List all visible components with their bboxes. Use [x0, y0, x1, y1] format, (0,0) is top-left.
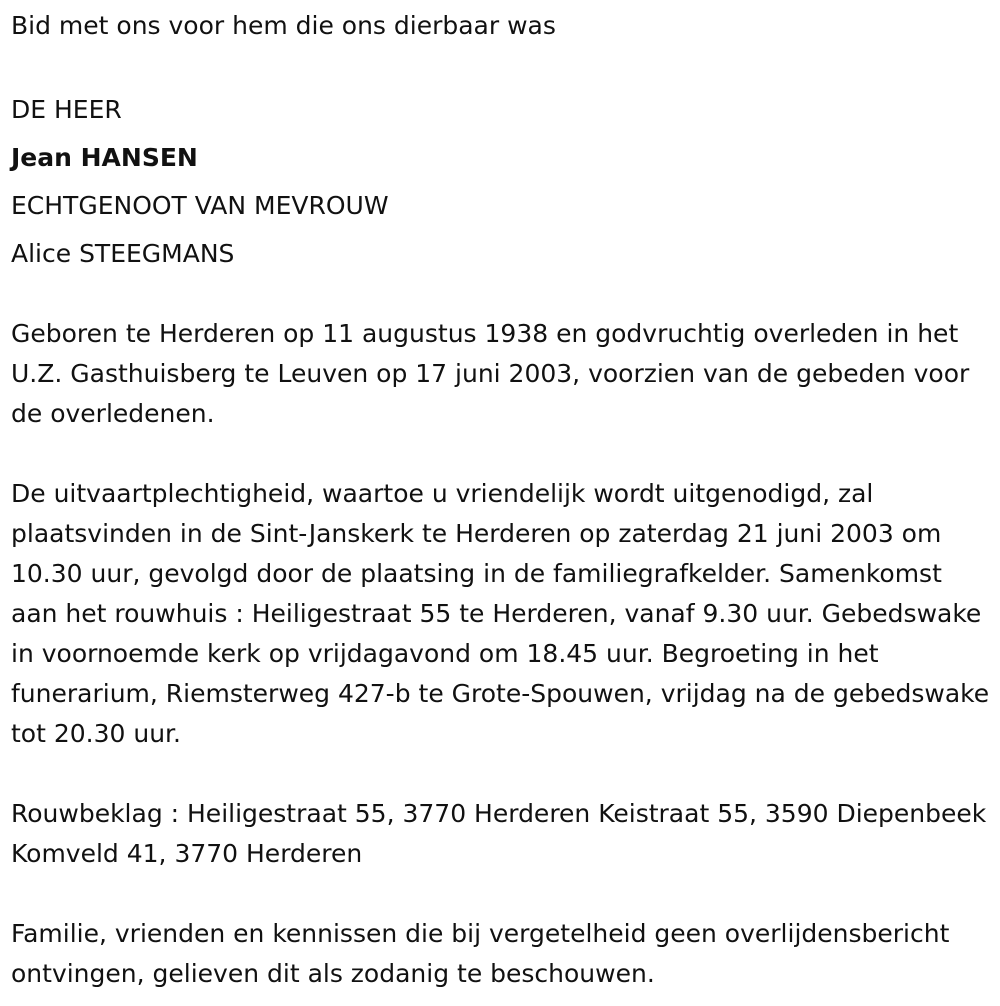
spouse-label: ECHTGENOOT VAN MEVROUW [11, 191, 389, 220]
spacer [11, 874, 995, 914]
deceased-name: Jean HANSEN [11, 143, 198, 172]
closing-paragraph: Familie, vrienden en kennissen die bij vergetelheid geen overlijdensbericht ontvingen, gelieven dit als zodanig te beschouwen. [11, 919, 950, 988]
spacer [11, 278, 995, 314]
spacer [11, 754, 995, 794]
spacer [11, 46, 995, 86]
birth-death-paragraph: Geboren te Herderen op 11 augustus 1938 en godvruchtig overleden in het U.Z. Gasthuisberg te Leuven op 17 juni 2003, voorzien van de gebeden voor de overledenen. [11, 319, 970, 428]
spacer [11, 434, 995, 474]
intro-line: Bid met ons voor hem die ons dierbaar was [11, 11, 556, 40]
condolences-paragraph: Rouwbeklag : Heiligestraat 55, 3770 Herderen Keistraat 55, 3590 Diepenbeek Komveld 41, 3770 Herderen [11, 799, 987, 868]
ceremony-paragraph: De uitvaartplechtigheid, waartoe u vriendelijk wordt uitgenodigd, zal plaatsvinden in de Sint-Janskerk te Herderen op zaterdag 21 juni 2003 om 10.30 uur, gevolgd door de plaatsing in de familiegrafkelder. Samenkomst aan het rouwhuis : Heiligestraat 55 te Herderen, vanaf 9.30 uur. Gebedswake in voornoemde kerk op vrijdagavond om 18.45 uur. Begroeting in het funerarium, Riemsterweg 427-b te Grote-Spouwen, vrijdag na de gebedswake tot 20.30 uur. [11, 479, 990, 748]
spouse-name: Alice STEEGMANS [11, 239, 235, 268]
death-notice [11, 6, 995, 994]
title-line: DE HEER [11, 95, 122, 124]
